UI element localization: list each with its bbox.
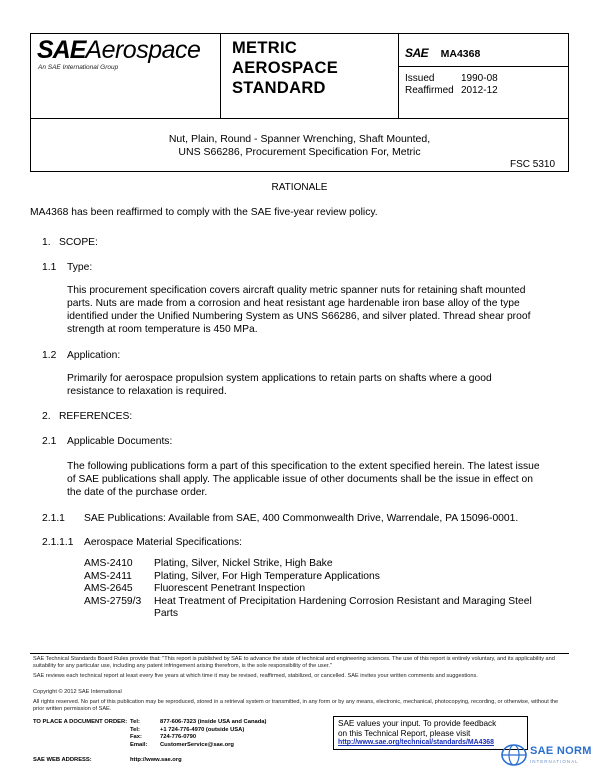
fax-value: 724-776-0790 xyxy=(160,734,197,740)
tel-label: Tel: xyxy=(130,719,140,725)
watermark-sub: INTERNATIONAL xyxy=(530,759,579,764)
ams-code: AMS-2410 xyxy=(84,558,133,569)
ams-code: AMS-2645 xyxy=(84,583,133,594)
header-divider-3 xyxy=(398,66,569,67)
rationale-text: MA4368 has been reaffirmed to comply with the SAE five-year review policy. xyxy=(30,207,378,218)
standard-line-2: AEROSPACE xyxy=(232,59,338,77)
section-1-1-title: Type: xyxy=(67,262,93,273)
reaffirmed-label: Reaffirmed xyxy=(405,85,454,96)
footer-rule xyxy=(30,653,569,654)
email-label: Email: xyxy=(130,741,148,748)
feedback-box xyxy=(333,716,528,750)
doc-title-line-2: UNS S66286, Procurement Specification For, Metric xyxy=(178,146,421,158)
issued-label: Issued xyxy=(405,73,435,84)
reaffirmed-value: 2012-12 xyxy=(461,85,498,96)
ams-description: Fluorescent Penetrant Inspection xyxy=(154,583,306,594)
ams-item xyxy=(84,583,544,596)
footer-copyright: Copyright © 2012 SAE International xyxy=(33,689,122,695)
section-1-2-number: 1.2 xyxy=(42,350,57,361)
standard-line-3: STANDARD xyxy=(232,79,326,97)
sae-norm-watermark xyxy=(500,741,595,771)
section-1-number: 1. xyxy=(42,237,51,248)
email-link[interactable]: CustomerService@sae.org xyxy=(160,741,234,748)
web-label: SAE WEB ADDRESS: xyxy=(33,757,92,763)
header-divider-2 xyxy=(398,33,399,119)
ams-item xyxy=(84,596,544,621)
section-1-1-number: 1.1 xyxy=(42,262,57,273)
tel2-label: Tel: xyxy=(130,726,140,733)
ams-item xyxy=(84,558,544,571)
feedback-link[interactable]: http://www.sae.org/technical/standards/MA4368 xyxy=(338,739,494,747)
document-number xyxy=(405,44,480,62)
section-2-1-1-text: SAE Publications: Available from SAE, 400 Commonwealth Drive, Warrendale, PA 15096-0001. xyxy=(84,513,519,524)
footer-notice-1: SAE Technical Standards Board Rules provide that: "This report is published by SAE to advance the state of technical and engineering sciences. The use of this report is entirely voluntary, and its applicability and suitability for any particular use, including any patent infringement arising therefrom, is the sole responsibility of the user." xyxy=(33,656,555,669)
ams-description: Plating, Silver, Nickel Strike, High Bake xyxy=(154,558,333,569)
section-1-title: SCOPE: xyxy=(59,237,98,248)
footer-notice-2: SAE reviews each technical report at least every five years at which time it may be revised, reaffirmed, stabilized, or cancelled. SAE invites your written comments and suggestions. xyxy=(33,673,478,679)
section-2-number: 2. xyxy=(42,411,51,422)
feedback-line-2: on this Technical Report, please visit xyxy=(338,728,471,738)
ams-code: AMS-2411 xyxy=(84,570,132,582)
logo-brand: SAE xyxy=(37,36,86,64)
header-divider-1 xyxy=(220,33,221,119)
ams-item xyxy=(84,571,544,584)
order-label: TO PLACE A DOCUMENT ORDER: xyxy=(33,719,128,725)
section-2-1-1-1-title: Aerospace Material Specifications: xyxy=(84,537,242,548)
section-2-1-title: Applicable Documents: xyxy=(67,436,173,447)
section-2-1-1-1-number: 2.1.1.1 xyxy=(42,537,74,548)
watermark-globe-icon xyxy=(500,743,528,767)
footer-rights: All rights reserved. No part of this publication may be reproduced, stored in a retrieval system or transmitted, in any form or by any means, electronic, mechanical, photocopying, recording, or otherwise, without the prior written permission of SAE. xyxy=(33,699,559,712)
section-1-2-text: Primarily for aerospace propulsion system applications to retain parts on shafts where a good resistance to relaxation is required. xyxy=(67,373,492,397)
standard-line-1: METRIC xyxy=(232,39,298,57)
doc-number-text: MA4368 xyxy=(440,48,481,60)
section-2-1-text: The following publications form a part of this specification to the extent specified herein. The latest issue of SAE publications shall apply. The applicable issue of other documents shall be the issue in effect on the date of the purchase order. xyxy=(67,461,540,498)
fsc-code: FSC 5310 xyxy=(510,159,556,170)
feedback-line-1: SAE values your input. To provide feedback xyxy=(338,719,497,728)
fax-label: Fax: xyxy=(130,734,142,740)
section-1-1-text: This procurement specification covers aircraft quality metric spanner nuts for retaining shaft mounted parts. Nuts are made from a corrosion and heat resistant age hardenable iron base alloy of the type identified under the Unified Numbering System as UNS S66286, and silver plated. Thread shear proof strength at room temperature is 450 MPa. xyxy=(67,285,531,335)
ams-description: Heat Treatment of Precipitation Hardening Corrosion Resistant and Maraging Steel Parts xyxy=(154,595,532,619)
ams-list xyxy=(84,558,544,621)
sae-aerospace-logo xyxy=(37,36,200,65)
web-address-link[interactable]: http://www.sae.org xyxy=(130,757,182,763)
section-2-1-number: 2.1 xyxy=(42,436,57,447)
ams-description: Plating, Silver, For High Temperature Applications xyxy=(154,570,380,582)
standard-type xyxy=(232,38,338,98)
rationale-heading: RATIONALE xyxy=(271,182,328,193)
section-2-1-1-number: 2.1.1 xyxy=(42,513,65,524)
doc-title-line-1: Nut, Plain, Round - Spanner Wrenching, Shaft Mounted, xyxy=(168,133,431,145)
doc-sae-logo: SAE xyxy=(405,46,429,60)
issued-value: 1990-08 xyxy=(461,73,498,84)
logo-word: Aerospace xyxy=(85,36,201,64)
ams-code: AMS-2759/3 xyxy=(84,595,142,607)
logo-subtitle: An SAE International Group xyxy=(38,64,119,71)
watermark-brand: SAE NORM xyxy=(530,745,592,757)
tel2-value: +1 724-776-4970 (outside USA) xyxy=(160,726,245,733)
tel-value: 877-606-7323 (inside USA and Canada) xyxy=(160,719,267,725)
section-1-2-title: Application: xyxy=(67,350,121,361)
section-2-title: REFERENCES: xyxy=(59,411,133,422)
